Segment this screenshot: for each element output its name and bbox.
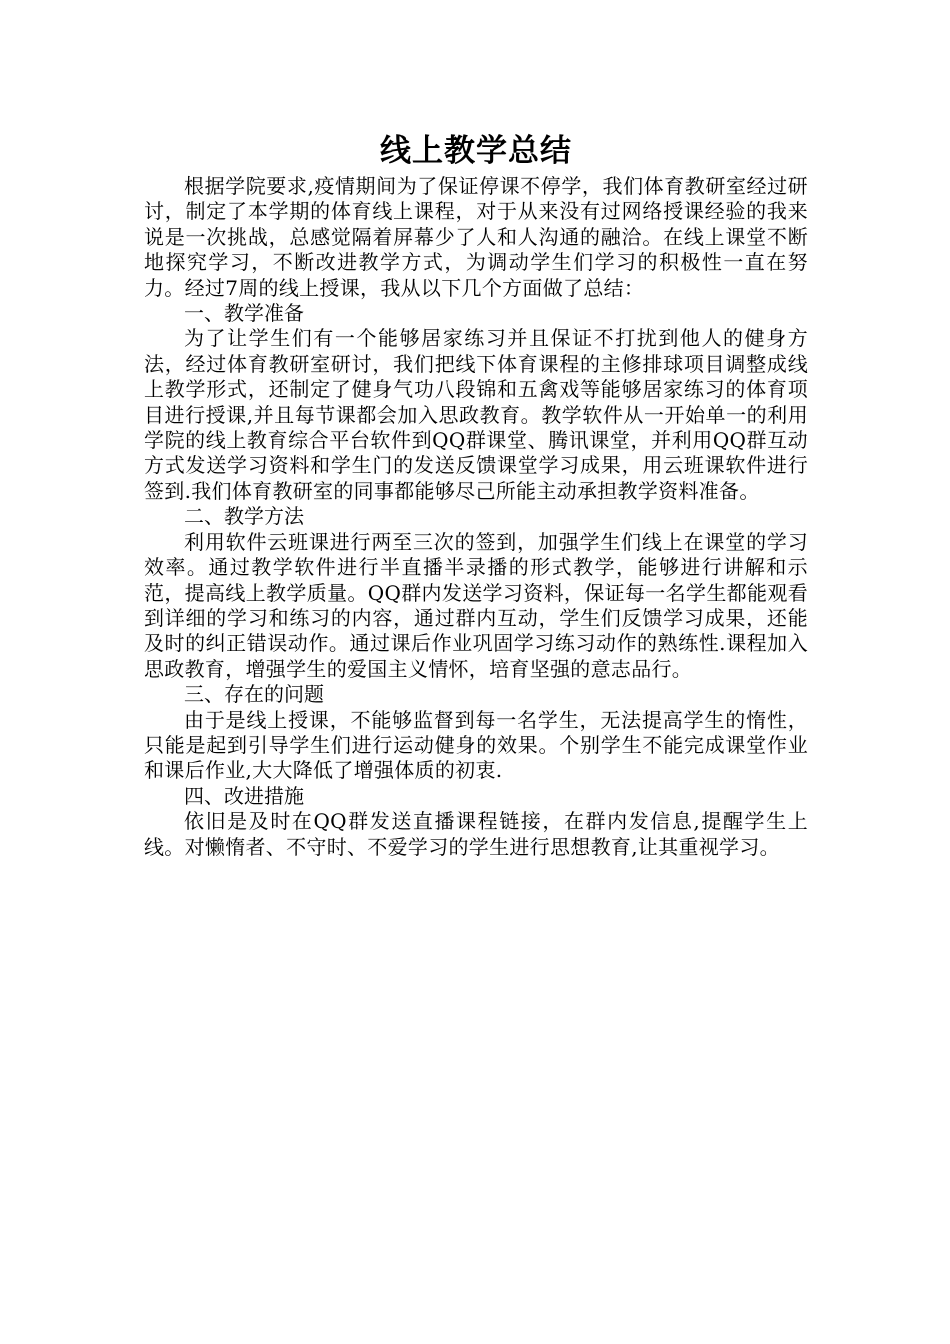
section-teaching-preparation: [144, 301, 808, 504]
section-heading: 四、改进措施: [184, 783, 304, 808]
section-improvement-measures: [144, 784, 808, 860]
section-teaching-methods: [144, 504, 808, 682]
section-existing-problems: [144, 682, 808, 784]
section-heading: 一、教学准备: [184, 301, 304, 326]
document-title: 线上教学总结: [380, 133, 572, 169]
section-heading: 二、教学方法: [184, 504, 304, 529]
section-body: 依旧是及时在QQ群发送直播课程链接，在群内发信息,提醒学生上线。对懒惰者、不守时、不爱学习的学生进行思想教育,让其重视学习。: [144, 809, 808, 859]
section-body: 利用软件云班课进行两至三次的签到，加强学生们线上在课堂的学习效率。通过教学软件进行半直播半录播的形式教学，能够进行讲解和示范，提高线上教学质量。QQ群内发送学习资料，保证每一名学生都能观看到详细的学习和练习的内容，通过群内互动，学生们反馈学习成果，还能及时的纠正错误动作。通过课后作业巩固学习练习动作的熟练性.课程加入思政教育，增强学生的爱国主义情怀，培育坚强的意志品行。: [144, 529, 808, 681]
section-body: 由于是线上授课，不能够监督到每一名学生，无法提高学生的惰性，只能是起到引导学生们进行运动健身的效果。个别学生不能完成课堂作业和课后作业,大大降低了增强体质的初衷.: [144, 707, 808, 783]
intro-paragraph: 根据学院要求,疫情期间为了保证停课不停学，我们体育教研室经过研讨，制定了本学期的体育线上课程，对于从来没有过网络授课经验的我来说是一次挑战，总感觉隔着屏幕少了人和人沟通的融洽。在线上课堂不断地探究学习，不断改进教学方式，为调动学生们学习的积极性一直在努力。经过7周的线上授课，我从以下几个方面做了总结：: [144, 174, 808, 300]
section-heading: 三、存在的问题: [184, 682, 324, 707]
section-body: 为了让学生们有一个能够居家练习并且保证不打扰到他人的健身方法，经过体育教研室研讨，我们把线下体育课程的主修排球项目调整成线上教学形式，还制定了健身气功八段锦和五禽戏等能够居家练习的体育项目进行授课,并且每节课都会加入思政教育。教学软件从一开始单一的利用学院的线上教育综合平台软件到QQ群课堂、腾讯课堂，并利用QQ群互动方式发送学习资料和学生门的发送反馈课堂学习成果，用云班课软件进行签到.我们体育教研室的同事都能够尽己所能主动承担教学资料准备。: [144, 326, 808, 503]
document-page: [144, 128, 808, 860]
